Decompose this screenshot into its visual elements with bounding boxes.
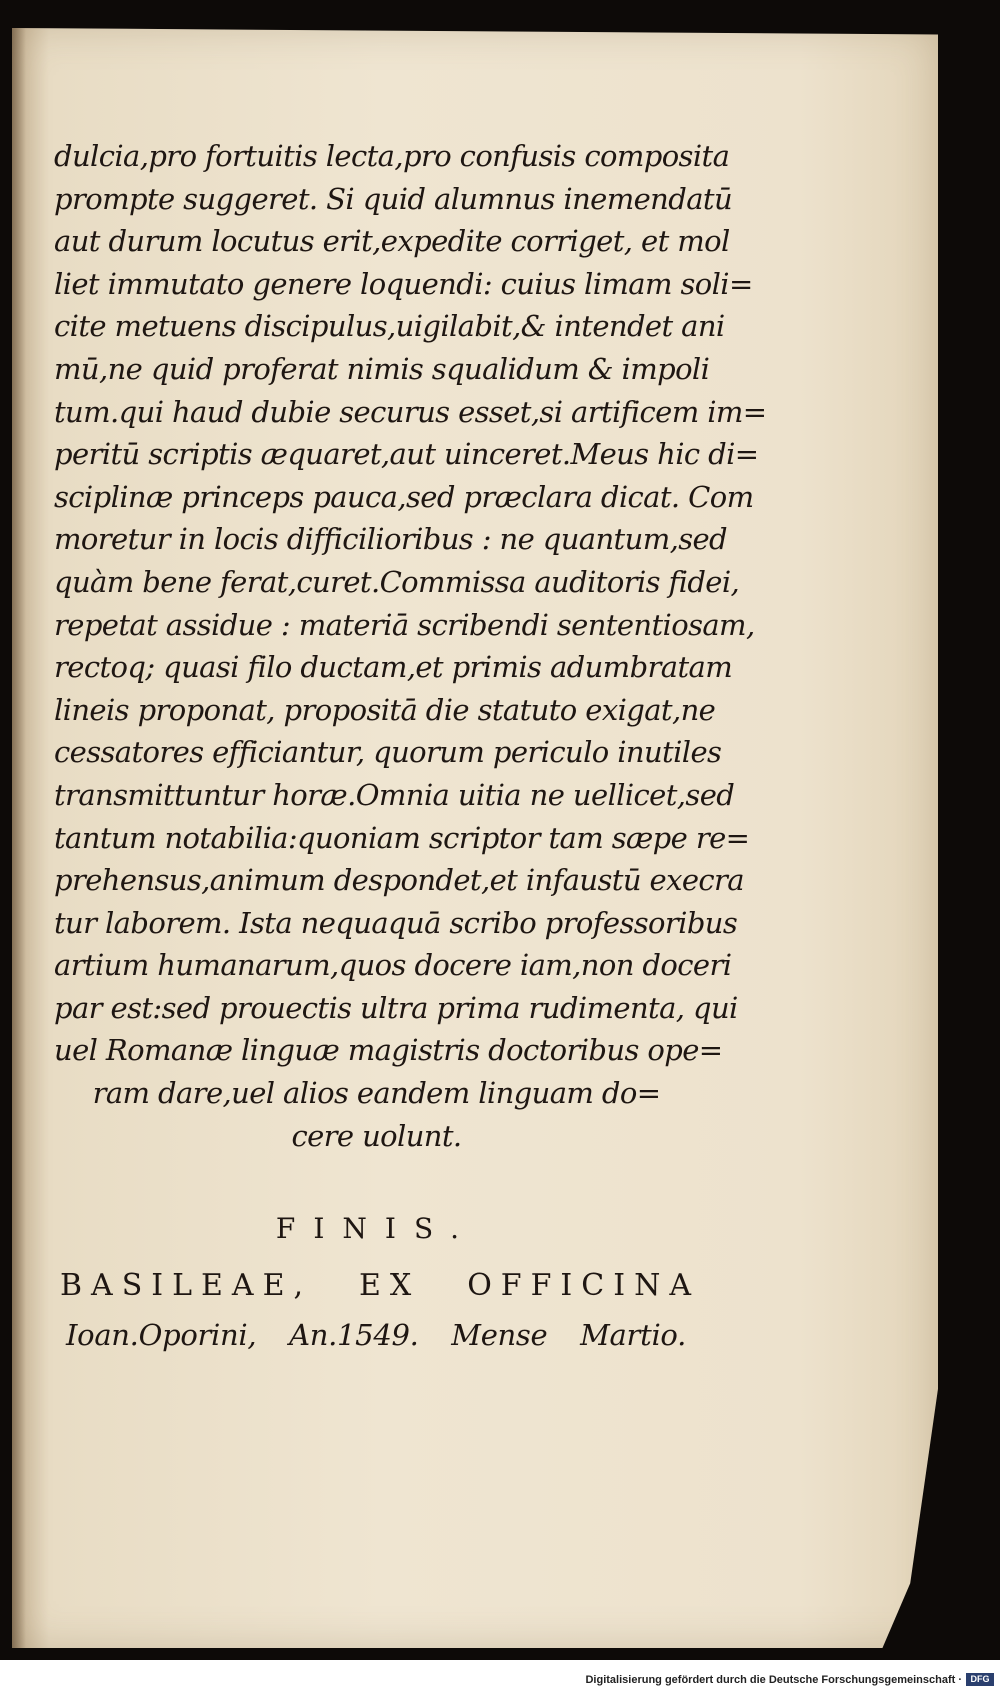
- text-line: aut durum locutus erit,expedite corriget, et mol: [54, 224, 730, 259]
- imprint-printer-date: Ioan.Oporini, An.1549. Mense Martio.: [66, 1318, 686, 1352]
- text-line: tantum notabilia:quoniam scriptor tam sæpe re=: [54, 820, 750, 855]
- text-line: moretur in locis difficilioribus : ne quantum,sed: [54, 522, 728, 557]
- footer-bar: [0, 1660, 1000, 1694]
- text-line: prompte suggeret. Si quid alumnus inemendatū: [54, 181, 733, 216]
- funding-credit: Digitalisierung gefördert durch die Deutsche Forschungsgemeinschaft ·: [585, 1674, 962, 1686]
- text-line: cere uolunt.: [291, 1118, 462, 1153]
- text-line: dulcia,pro fortuitis lecta,pro confusis composita: [54, 139, 730, 173]
- text-line: rectoq; quasi filo ductam,et primis adumbratam: [54, 650, 733, 685]
- text-line: prehensus,animum despondet,et infaustū execra: [54, 863, 744, 898]
- text-line: tur laborem. Ista nequaquā scribo professoribus: [54, 905, 738, 940]
- text-line: artium humanarum,quos docere iam,non doceri: [54, 948, 732, 983]
- text-line: quàm bene ferat,curet.Commissa auditoris fidei,: [54, 564, 740, 599]
- imprint-place: BASILEAE, EX OFFICINA: [60, 1268, 700, 1303]
- spine-shadow: [12, 28, 26, 1648]
- text-line: liet immutato genere loquendi: cuius limam soli=: [54, 266, 753, 301]
- dfg-logo-icon: DFG: [966, 1673, 994, 1686]
- text-line: mū,ne quid proferat nimis squalidum & impoli: [54, 351, 710, 386]
- text-line: cite metuens discipulus,uigilabit,& intendet ani: [54, 309, 725, 344]
- text-line: ram dare,uel alios eandem linguam do=: [92, 1076, 661, 1111]
- text-line: par est:sed prouectis ultra prima rudimenta, qui: [54, 990, 738, 1025]
- text-line: sciplinæ princeps pauca,sed præclara dicat. Com: [54, 479, 754, 514]
- text-line: repetat assidue : materiā scribendi sententiosam,: [54, 607, 755, 642]
- finis-heading: FINIS.: [275, 1212, 478, 1245]
- text-line: transmittuntur horæ.Omnia uitia ne uellicet,sed: [54, 777, 735, 812]
- text-line: lineis proponat, propositā die statuto exigat,ne: [54, 692, 716, 727]
- text-line: tum.qui haud dubie securus esset,si artificem im=: [54, 394, 767, 429]
- text-line: peritū scriptis æquaret,aut uinceret.Meus hic di=: [54, 437, 759, 472]
- body-text: [54, 135, 767, 1157]
- text-line: uel Romanæ linguæ magistris doctoribus ope=: [54, 1033, 723, 1068]
- text-line: cessatores efficiantur, quorum periculo inutiles: [54, 735, 722, 770]
